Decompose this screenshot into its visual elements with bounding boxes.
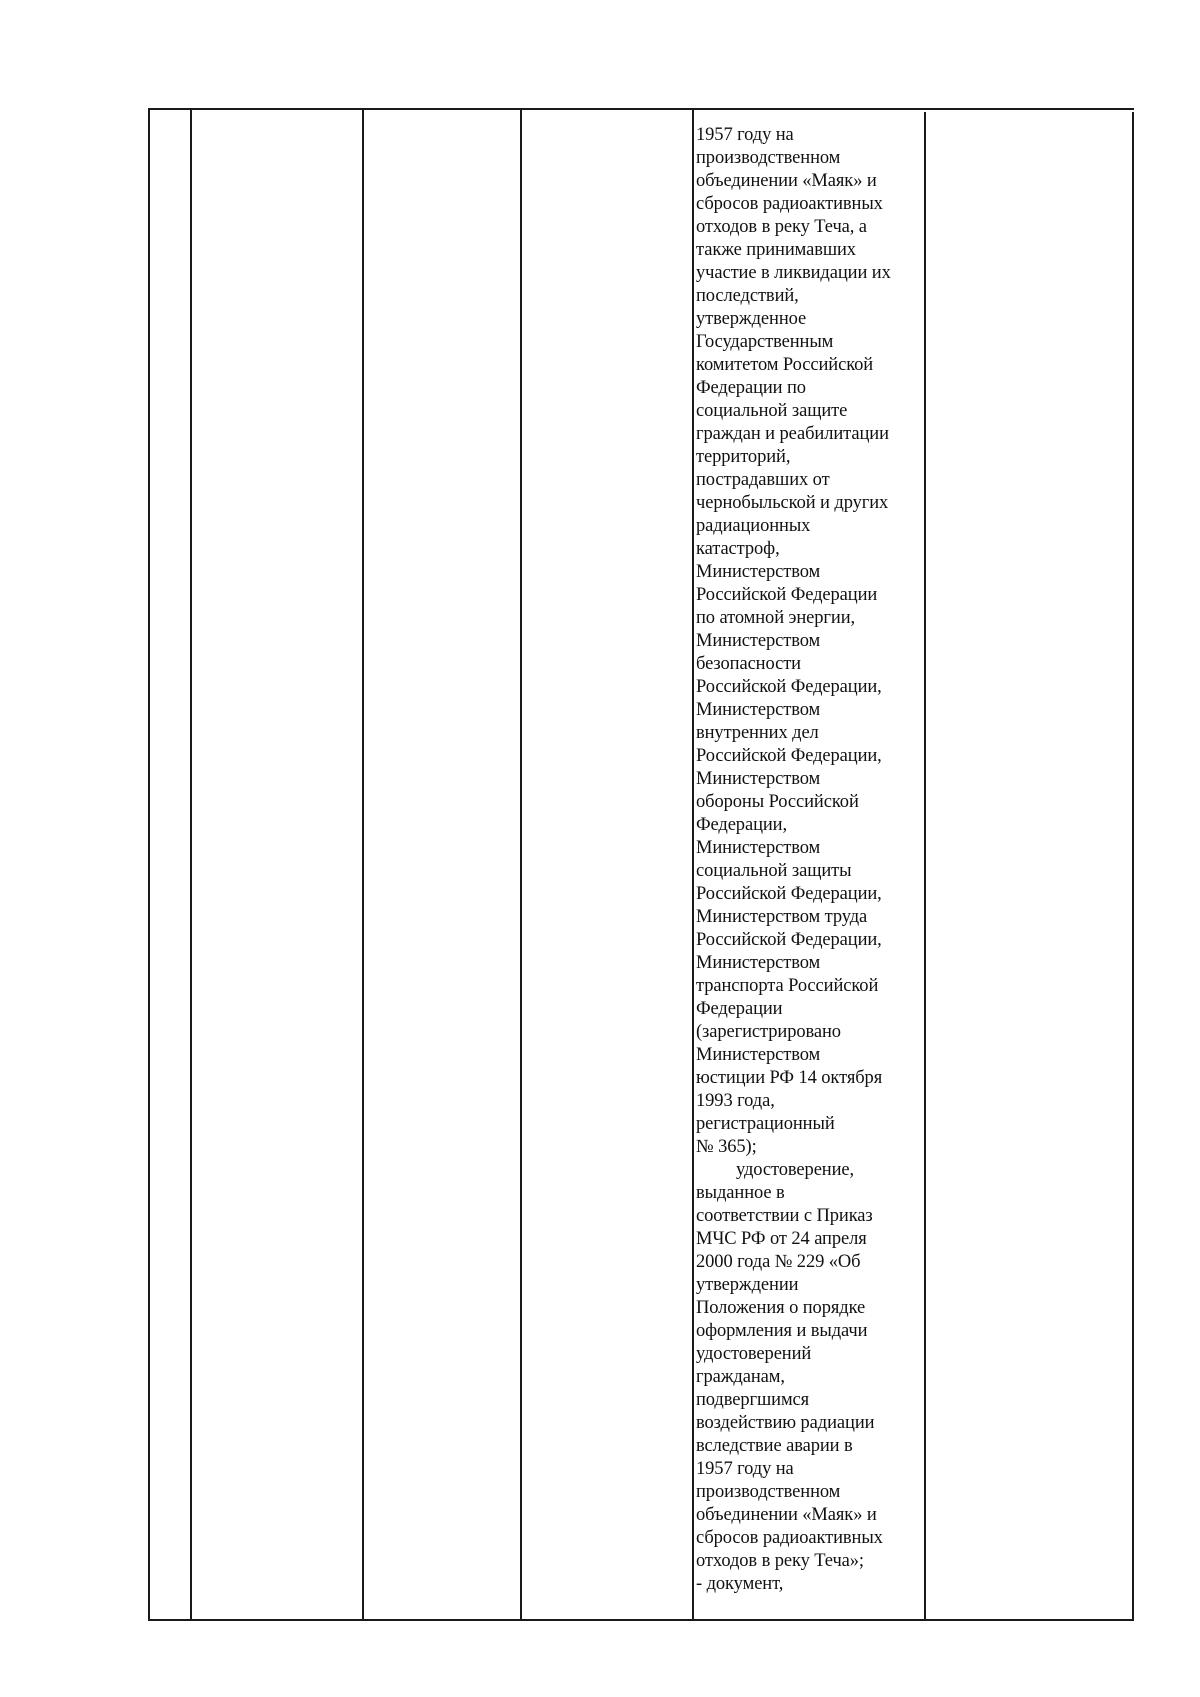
text-line: объединении «Маяк» и <box>696 1505 877 1525</box>
text-line: производственном <box>696 1482 841 1502</box>
text-line: удостоверение, <box>736 1160 855 1180</box>
text-line: Министерством <box>696 838 821 858</box>
text-line: Министерством <box>696 631 821 651</box>
text-line: радиационных <box>696 516 811 536</box>
table-column-divider-1 <box>190 110 192 1620</box>
text-line: 1957 году на <box>696 125 794 145</box>
text-line: гражданам, <box>696 1367 785 1387</box>
text-line: Министерством <box>696 953 821 973</box>
text-line: участие в ликвидации их <box>696 263 891 283</box>
text-line: оформления и выдачи <box>696 1321 868 1341</box>
text-line: 1957 году на <box>696 1459 794 1479</box>
text-line: Государственным <box>696 332 834 352</box>
text-line: Министерством <box>696 1045 821 1065</box>
text-line: юстиции РФ 14 октября <box>696 1068 883 1088</box>
text-line: социальной защиты <box>696 861 852 881</box>
text-line: Федерации <box>696 999 783 1019</box>
table-column-divider-5 <box>924 112 926 1620</box>
text-line: Российской Федерации, <box>696 930 882 950</box>
text-line: утвержденное <box>696 309 807 329</box>
text-line: (зарегистрировано <box>696 1022 841 1042</box>
text-line: № 365); <box>696 1137 757 1157</box>
text-line: удостоверений <box>696 1344 812 1364</box>
text-line: безопасности <box>696 654 801 674</box>
text-line: отходов в реку Теча»; <box>696 1551 864 1571</box>
text-line: 2000 года № 229 «Об <box>696 1252 861 1272</box>
text-line: Российской Федерации, <box>696 746 882 766</box>
text-line: Российской Федерации, <box>696 677 882 697</box>
table-border-top <box>148 108 1134 110</box>
text-line: сбросов радиоактивных <box>696 1528 883 1548</box>
text-line: Министерством труда <box>696 907 868 927</box>
text-line: последствий, <box>696 286 799 306</box>
text-line: Российской Федерации <box>696 585 878 605</box>
text-line: обороны Российской <box>696 792 859 812</box>
text-line: катастроф, <box>696 539 780 559</box>
text-line: - документ, <box>696 1574 784 1594</box>
text-line: отходов в реку Теча, а <box>696 217 867 237</box>
text-line: Федерации, <box>696 815 787 835</box>
text-line: территорий, <box>696 447 791 467</box>
text-line: вследствие аварии в <box>696 1436 853 1456</box>
text-line: объединении «Маяк» и <box>696 171 877 191</box>
text-line: выданное в <box>696 1183 785 1203</box>
text-line: 1993 года, <box>696 1091 775 1111</box>
text-line: Министерством <box>696 769 821 789</box>
text-line: подвергшимся <box>696 1390 810 1410</box>
text-line: чернобыльской и других <box>696 493 889 513</box>
text-line: Федерации по <box>696 378 806 398</box>
text-line: сбросов радиоактивных <box>696 194 883 214</box>
text-line: внутренних дел <box>696 723 819 743</box>
text-line: социальной защите <box>696 401 848 421</box>
table-border-bottom <box>148 1619 1134 1621</box>
text-line: воздействию радиации <box>696 1413 875 1433</box>
document-cell-text <box>696 124 924 1596</box>
text-line: также принимавших <box>696 240 856 260</box>
text-line: МЧС РФ от 24 апреля <box>696 1229 867 1249</box>
text-line: Российской Федерации, <box>696 884 882 904</box>
text-line: транспорта Российской <box>696 976 879 996</box>
text-line: по атомной энергии, <box>696 608 856 628</box>
text-line: соответствии с Приказ <box>696 1206 873 1226</box>
table-column-divider-2 <box>362 110 364 1620</box>
text-line: комитетом Российской <box>696 355 874 375</box>
text-line: утверждении <box>696 1275 799 1295</box>
text-line: Положения о порядке <box>696 1298 866 1318</box>
text-line: производственном <box>696 148 841 168</box>
text-line: Министерством <box>696 562 821 582</box>
table-column-divider-3 <box>520 110 522 1620</box>
text-line: регистрационный <box>696 1114 835 1134</box>
text-line: Министерством <box>696 700 821 720</box>
table-column-divider-4 <box>692 110 694 1620</box>
table-border-right <box>1132 112 1134 1620</box>
text-line: пострадавших от <box>696 470 830 490</box>
table-border-left <box>148 108 150 1620</box>
text-line: граждан и реабилитации <box>696 424 889 444</box>
